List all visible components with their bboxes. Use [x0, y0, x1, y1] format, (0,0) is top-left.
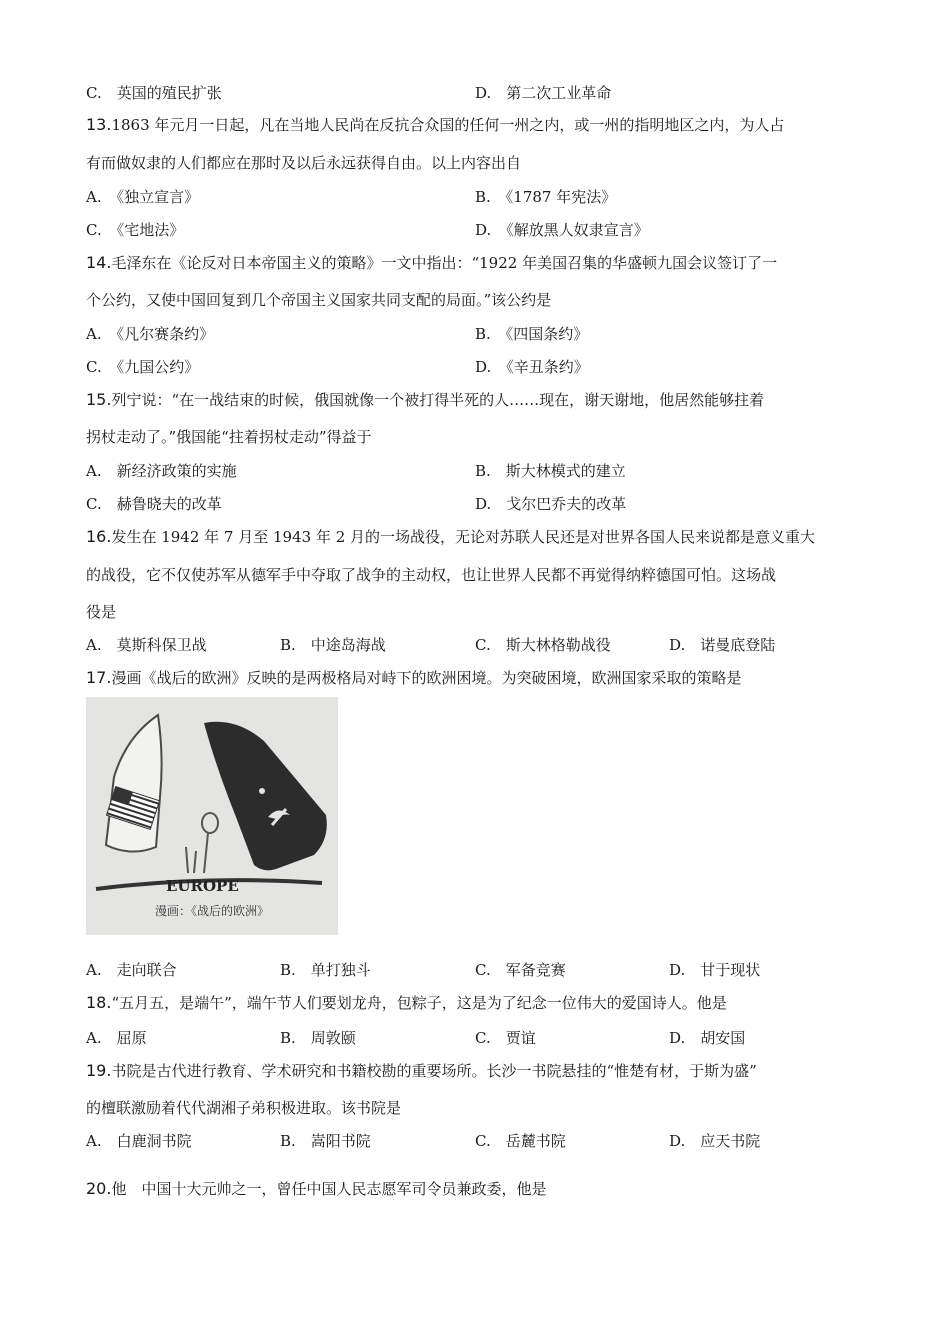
cartoon-image — [86, 697, 338, 935]
question-14-line-2: 个公约，又使中国回复到几个帝国主义国家共同支配的局面。”该公约是 — [86, 291, 552, 309]
q17-option-d: D. 甘于现状 — [669, 961, 761, 979]
q14-option-a: A. 《凡尔赛条约》 — [86, 325, 215, 343]
q16-option-a: A. 莫斯科保卫战 — [86, 636, 207, 654]
q13-option-c: C. 《宅地法》 — [86, 221, 185, 239]
question-number: 20. — [86, 1179, 112, 1198]
q16-option-c: C. 斯大林格勒战役 — [475, 636, 611, 654]
q18-option-a: A. 屈原 — [86, 1029, 147, 1047]
question-16-line-1: 16.发生在 1942 年 7 月至 1943 年 2 月的一场战役，无论对苏联人民还是对世界各国人民来说都是意义重大 — [86, 527, 816, 546]
q17-option-b: B. 单打独斗 — [280, 961, 371, 979]
question-14-line-1: 14.毛泽东在《论反对日本帝国主义的策略》一文中指出：“1922 年美国召集的华盛顿九国会议签订了一 — [86, 253, 778, 272]
q15-option-b: B. 斯大林模式的建立 — [475, 462, 626, 480]
question-number: 14. — [86, 253, 112, 272]
q19-option-b: B. 嵩阳书院 — [280, 1132, 371, 1150]
q16-option-b: B. 中途岛海战 — [280, 636, 386, 654]
q18-option-b: B. 周敦颐 — [280, 1029, 356, 1047]
q17-option-a: A. 走向联合 — [86, 961, 177, 979]
q18-option-c: C. 贾谊 — [475, 1029, 536, 1047]
question-number: 15. — [86, 390, 112, 409]
question-19-line-2: 的檀联激励着代代湖湘子弟积极进取。该书院是 — [86, 1099, 402, 1117]
question-13-line-1: 13.1863 年元月一日起，凡在当地人民尚在反抗合众国的任何一州之内，或一州的指明地区之内，为人占 — [86, 115, 785, 134]
q15-option-a: A. 新经济政策的实施 — [86, 462, 237, 480]
question-number: 16. — [86, 527, 112, 546]
q13-option-a: A. 《独立宣言》 — [86, 188, 200, 206]
q15-option-d: D. 戈尔巴乔夫的改革 — [475, 495, 627, 513]
question-18-line-1: 18.“五月五，是端午”，端午节人们要划龙舟，包粽子，这是为了纪念一位伟大的爱国诗人。他是 — [86, 993, 727, 1012]
question-number: 19. — [86, 1061, 112, 1080]
option-d: D. 第二次工业革命 — [475, 84, 612, 102]
question-20-line-1: 20.他 中国十大元帅之一，曾任中国人民志愿军司令员兼政委，他是 — [86, 1179, 547, 1198]
q14-option-c: C. 《九国公约》 — [86, 358, 200, 376]
question-number: 13. — [86, 115, 112, 134]
question-16-line-2: 的战役，它不仅使苏军从德军手中夺取了战争的主动权，也让世界人民都不再觉得纳粹德国可怕。这场战 — [86, 566, 777, 584]
q13-option-d: D. 《解放黑人奴隶宣言》 — [475, 221, 649, 239]
question-15-line-2: 拐杖走动了。”俄国能“拄着拐杖走动”得益于 — [86, 428, 372, 446]
q14-option-d: D. 《辛丑条约》 — [475, 358, 589, 376]
question-19-line-1: 19.书院是古代进行教育、学术研究和书籍校勘的重要场所。长沙一书院悬挂的“惟楚有材，于斯为盛” — [86, 1061, 757, 1080]
q19-option-a: A. 白鹿洞书院 — [86, 1132, 192, 1150]
q19-option-d: D. 应天书院 — [669, 1132, 761, 1150]
question-number: 17. — [86, 668, 112, 687]
q14-option-b: B. 《四国条约》 — [475, 325, 589, 343]
q18-option-d: D. 胡安国 — [669, 1029, 746, 1047]
question-17-line-1: 17.漫画《战后的欧洲》反映的是两极格局对峙下的欧洲困境。为突破困境，欧洲国家采取的策略是 — [86, 668, 742, 687]
q19-option-c: C. 岳麓书院 — [475, 1132, 566, 1150]
question-13-line-2: 有而做奴隶的人们都应在那时及以后永远获得自由。以上内容出自 — [86, 154, 522, 172]
q16-option-d: D. 诺曼底登陆 — [669, 636, 776, 654]
option-c: C. 英国的殖民扩张 — [86, 84, 222, 102]
question-number: 18. — [86, 993, 112, 1012]
q13-option-b: B. 《1787 年宪法》 — [475, 188, 617, 206]
q17-option-c: C. 军备竞赛 — [475, 961, 566, 979]
cartoon-caption: 漫画：《战后的欧洲》 — [154, 904, 270, 918]
question-16-line-3: 役是 — [86, 603, 117, 621]
europe-banner: EUROPE — [166, 877, 239, 895]
q15-option-c: C. 赫鲁晓夫的改革 — [86, 495, 222, 513]
question-15-line-1: 15.列宁说：“在一战结束的时候，俄国就像一个被打得半死的人……现在，谢天谢地，他居然能够拄着 — [86, 390, 765, 409]
